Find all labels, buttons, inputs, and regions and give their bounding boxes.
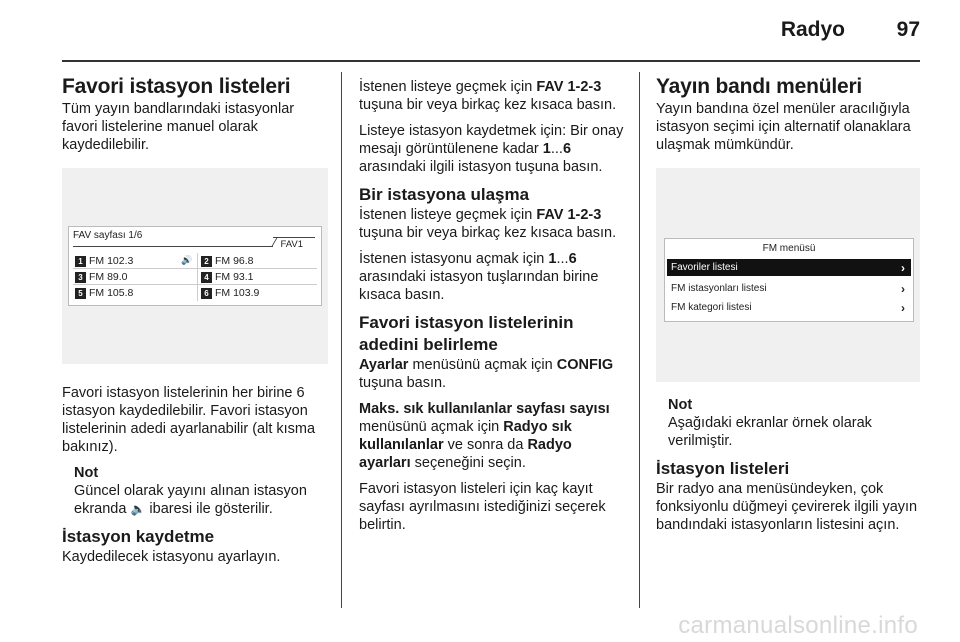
page-number: 97 [896, 18, 920, 41]
fav-station-5[interactable] [75, 287, 133, 299]
watermark: carmanualsonline.info [678, 612, 918, 639]
heading-station-lists: İstasyon listeleri [656, 459, 790, 478]
fav-station-1[interactable] [75, 255, 133, 267]
station-label: FM 102.3 [89, 255, 134, 267]
station-label: FM 96.8 [215, 255, 254, 267]
speaker-icon: 🔈 [130, 502, 146, 516]
fm-menu-figure [656, 168, 920, 382]
fm-menu-item-categories[interactable] [667, 299, 911, 316]
column-divider [341, 72, 342, 608]
column-middle [359, 78, 625, 534]
chevron-right-icon: › [901, 300, 905, 315]
station-number-badge: 2 [201, 256, 212, 267]
note-text: Güncel olarak yayını alınan istasyon ekranda 🔈 ibaresi ile gösterilir. [74, 483, 307, 517]
paragraph-save-station: Kaydedilecek istasyonu ayarlayın. [62, 549, 281, 565]
heading-save-station: İstasyon kaydetme [62, 527, 215, 546]
page-header [0, 14, 960, 50]
station-number-badge: 4 [201, 272, 212, 283]
column-right [656, 68, 922, 534]
header-rule [62, 60, 920, 62]
station-label: FM 93.1 [215, 271, 254, 283]
fav-station-2[interactable] [201, 255, 254, 267]
speaker-icon: 🔊 [181, 255, 193, 265]
note-block [62, 464, 328, 518]
station-number-badge: 3 [75, 272, 86, 283]
paragraph-select-count: Favori istasyon listeleri için kaç kayıt sayfası ayrılmasını istediğinizi seçerek belirtin. [359, 481, 606, 533]
fav-row [73, 269, 317, 285]
heading-access-station: Bir istasyona ulaşma [359, 185, 530, 204]
chevron-right-icon: › [901, 260, 905, 275]
note-title: Not [74, 465, 99, 481]
paragraph-switch-list-2: İstenen listeye geçmek için FAV 1-2-3 tuşuna bir veya birkaç kez kısaca basın. [359, 207, 617, 241]
paragraph-open-station: İstenen istasyonu açmak için 1...6 arasındaki istasyon tuşlarından birine kısaca basın. [359, 251, 599, 303]
paragraph-switch-list: İstenen listeye geçmek için FAV 1-2-3 tuşuna bir veya birkaç kez kısaca basın. [359, 79, 617, 113]
station-label: FM 89.0 [89, 271, 128, 283]
chevron-right-icon: › [901, 281, 905, 296]
fav-screen-figure [62, 168, 328, 364]
fav-screen [68, 226, 322, 306]
fav-page-title: FAV sayfası 1/6 [73, 230, 143, 241]
menu-item-label: FM istasyonları listesi [671, 283, 767, 294]
fav-tab: FAV1 [280, 239, 303, 250]
section-title: Radyo [780, 18, 845, 41]
paragraph-station-lists: Bir radyo ana menüsündeyken, çok fonksiyonlu düğmeyi çevirerek ilgili yayın bandındaki istasyonların listesini açın. [656, 481, 918, 533]
paragraph-max-favorites: Maks. sık kullanılanlar sayfası sayısı menüsünü açmak için Radyo sık kullanılanlar ve sonra da Radyo ayarları seçeneğini seçin. [359, 401, 610, 471]
station-label: FM 105.8 [89, 287, 134, 299]
note-block [656, 396, 922, 450]
paragraph-open-settings: Ayarlar menüsünü açmak için CONFIG tuşuna basın. [359, 357, 614, 391]
station-number-badge: 1 [75, 256, 86, 267]
fm-menu-title: FM menüsü [762, 243, 816, 254]
heading-favorite-lists: Favori istasyon listeleri [62, 75, 291, 98]
fm-menu-item-stations[interactable] [667, 280, 911, 297]
fm-menu-screen [664, 238, 914, 322]
intro-band-menus: Yayın bandına özel menüler aracılığıyla istasyon seçimi için alternatif olanaklara ulaşmak mümkündür. [656, 101, 911, 153]
column-divider [639, 72, 640, 608]
station-number-badge: 5 [75, 288, 86, 299]
fav-station-3[interactable] [75, 271, 128, 283]
menu-item-label: FM kategori listesi [671, 302, 752, 313]
fav-station-6[interactable] [201, 287, 259, 299]
intro-paragraph: Tüm yayın bandlarındaki istasyonlar favori listelerine manuel olarak kaydedilebilir. [62, 101, 295, 153]
fav-station-4[interactable] [201, 271, 254, 283]
paragraph-save-to-list: Listeye istasyon kaydetmek için: Bir onay mesajı görüntülenene kadar 1...6 arasındaki ilgili istasyon tuşuna basın. [359, 123, 624, 175]
menu-item-label: Favoriler listesi [671, 262, 738, 273]
station-number-badge: 6 [201, 288, 212, 299]
heading-list-count: Favori istasyon listelerinin adedini belirleme [359, 313, 574, 354]
fav-station-grid [73, 253, 317, 301]
fav-row [73, 285, 317, 301]
column-left [62, 68, 328, 566]
note-text: Aşağıdaki ekranlar örnek olarak verilmiştir. [668, 415, 872, 449]
fm-menu-item-favorites[interactable] [667, 259, 911, 276]
note-title: Not [668, 397, 693, 413]
fav-row [73, 253, 317, 269]
station-label: FM 103.9 [215, 287, 260, 299]
paragraph-list-capacity: Favori istasyon listelerinin her birine 6 istasyon kaydedilebilir. Favori istasyon listelerinin adedi ayarlanabilir (alt kısma bakınız). [62, 385, 316, 455]
heading-band-menus: Yayın bandı menüleri [656, 75, 863, 98]
